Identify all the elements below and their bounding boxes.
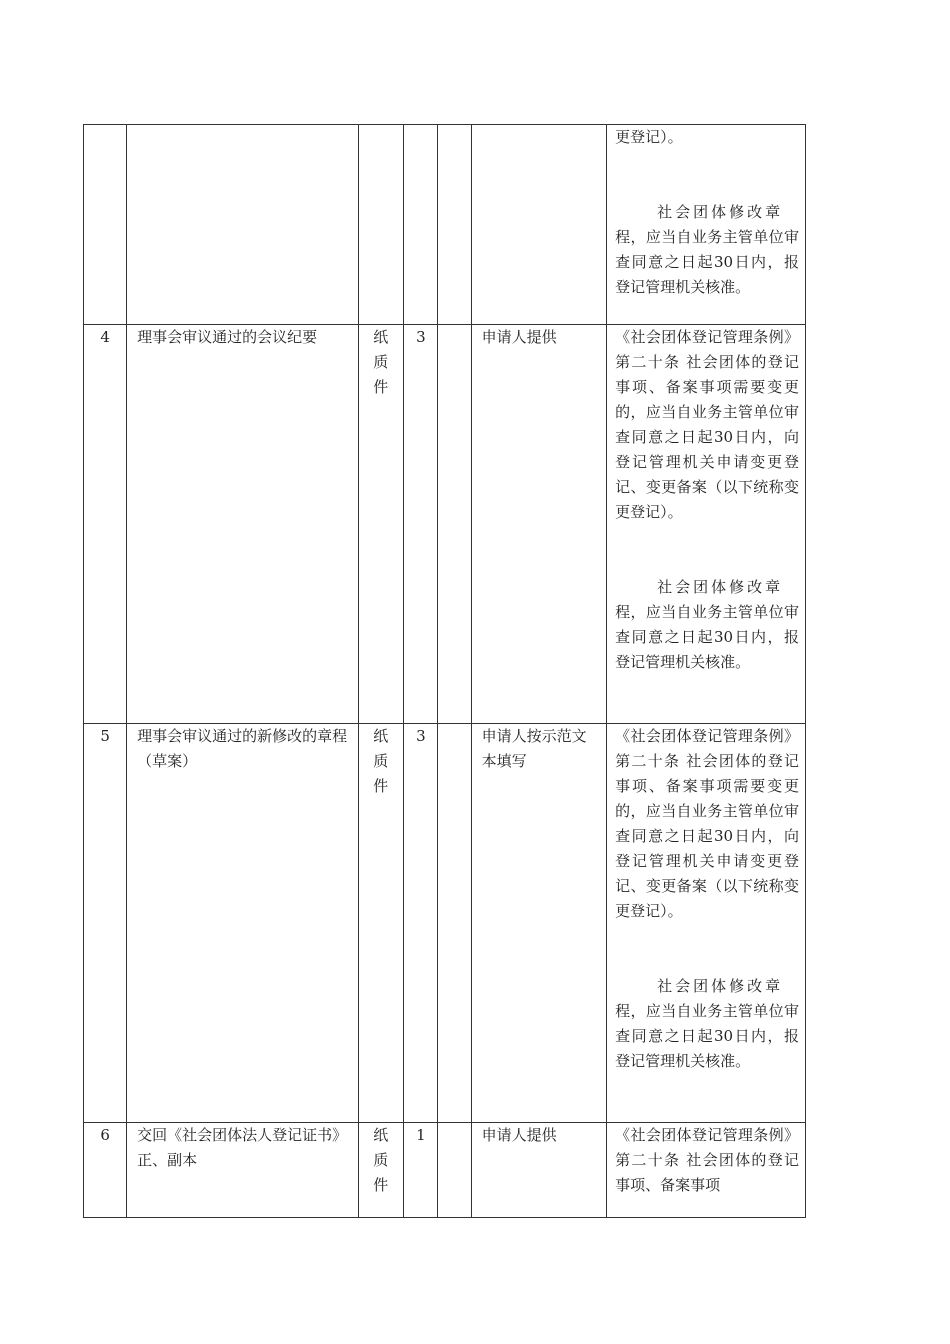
basis-indent-text: 社会团体修改章 xyxy=(657,578,784,596)
row-number xyxy=(84,125,127,325)
basis-indent-text: 社会团体修改章 xyxy=(657,977,784,995)
material-name xyxy=(127,125,359,325)
material-name: 理事会审议通过的新修改的章程（草案） xyxy=(127,724,359,1123)
basis-rest-text: 程，应当自业务主管单位审查同意之日起30日内，报登记管理机关核准。 xyxy=(615,228,799,296)
materials-table xyxy=(83,124,806,1218)
row-number: 4 xyxy=(84,325,127,724)
material-qty: 3 xyxy=(404,724,438,1123)
table-row xyxy=(84,724,806,1123)
material-required xyxy=(438,125,471,325)
basis-indent-text: 社会团体修改章 xyxy=(657,203,784,221)
material-form: 纸质件 xyxy=(359,1123,404,1218)
material-required xyxy=(438,325,471,724)
material-source: 申请人提供 xyxy=(471,325,607,724)
basis-text: 更登记）。 xyxy=(615,128,683,146)
material-form: 纸质件 xyxy=(359,325,404,724)
table-row xyxy=(84,325,806,724)
legal-basis xyxy=(607,325,806,724)
material-source xyxy=(471,125,607,325)
table-row xyxy=(84,125,806,325)
material-qty xyxy=(404,125,438,325)
material-name: 交回《社会团体法人登记证书》正、副本 xyxy=(127,1123,359,1218)
material-required xyxy=(438,1123,471,1218)
basis-rest-text: 程，应当自业务主管单位审查同意之日起30日内，报登记管理机关核准。 xyxy=(615,603,799,671)
row-number: 5 xyxy=(84,724,127,1123)
table-row xyxy=(84,1123,806,1218)
basis-text: 《社会团体登记管理条例》第二十条 社会团体的登记事项、备案事项需要变更的，应当自业务主管单位审查同意之日起30日内，向登记管理机关申请变更登记、变更备案（以下统称变更登记）。 xyxy=(615,727,799,920)
material-form: 纸质件 xyxy=(359,724,404,1123)
legal-basis xyxy=(607,125,806,325)
material-qty: 1 xyxy=(404,1123,438,1218)
material-source: 申请人提供 xyxy=(471,1123,607,1218)
legal-basis xyxy=(607,724,806,1123)
material-source: 申请人按示范文本填写 xyxy=(471,724,607,1123)
basis-text: 《社会团体登记管理条例》第二十条 社会团体的登记事项、备案事项 xyxy=(615,1126,799,1194)
material-form xyxy=(359,125,404,325)
row-number: 6 xyxy=(84,1123,127,1218)
material-required xyxy=(438,724,471,1123)
basis-text: 《社会团体登记管理条例》第二十条 社会团体的登记事项、备案事项需要变更的，应当自业务主管单位审查同意之日起30日内，向登记管理机关申请变更登记、变更备案（以下统称变更登记）。 xyxy=(615,328,799,521)
material-name: 理事会审议通过的会议纪要 xyxy=(127,325,359,724)
legal-basis xyxy=(607,1123,806,1218)
basis-rest-text: 程，应当自业务主管单位审查同意之日起30日内，报登记管理机关核准。 xyxy=(615,1002,799,1070)
material-qty: 3 xyxy=(404,325,438,724)
